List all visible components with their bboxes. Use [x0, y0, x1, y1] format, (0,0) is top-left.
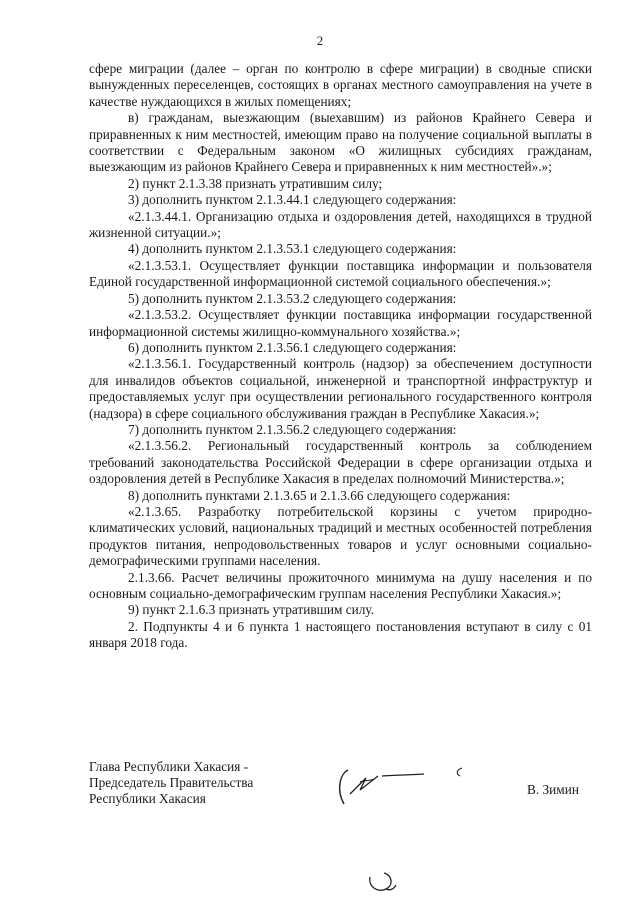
- paragraph: 2.1.3.66. Расчет величины прожиточного минимума на душу населения и по основным социально-демографическим группам населения Республики Хакасия.»;: [89, 569, 592, 601]
- document-body: [89, 61, 592, 652]
- paragraph: 5) дополнить пунктом 2.1.3.53.2 следующего содержания:: [128, 290, 457, 306]
- paragraph: «2.1.3.56.1. Государственный контроль (надзор) за обеспечением доступности для инвалидов объектов социальной, инженерной и транспортной инфраструктур и предоставляемых услуг при осуществлении регионального государственного контроля (надзора) в сфере социального обслуживания граждан в Республике Хакасия.»;: [89, 356, 592, 421]
- handwritten-mark: [364, 865, 404, 895]
- paragraph: 2) пункт 2.1.3.38 признать утратившим силу;: [128, 175, 383, 191]
- signer-title-line: Глава Республики Хакасия -: [89, 759, 249, 774]
- paragraph: 2. Подпункты 4 и 6 пункта 1 настоящего постановления вступают в силу с 01 января 2018 года.: [89, 618, 592, 651]
- paragraph: 6) дополнить пунктом 2.1.3.56.1 следующего содержания:: [128, 339, 457, 355]
- page-number: 2: [316, 33, 324, 48]
- signer-name: В. Зимин: [527, 782, 579, 797]
- paragraph: «2.1.3.44.1. Организацию отдыха и оздоровления детей, находящихся в трудной жизненной ситуации.»;: [89, 208, 592, 241]
- paragraph: «2.1.3.53.2. Осуществляет функции поставщика информации государственной информационной системы жилищно-коммунального хозяйства.»;: [89, 307, 592, 339]
- handwritten-signature: [330, 760, 480, 810]
- paragraph: «2.1.3.56.2. Региональный государственный контроль за соблюдением требований законодательства Российской Федерации в сфере организации отдыха и оздоровления детей в Республике Хакасия в пределах полномочий Министерства.»;: [89, 438, 592, 487]
- paragraph: «2.1.3.65. Разработку потребительской корзины с учетом природно-климатических условий, национальных традиций и местных особенностей потребления продуктов питания, непродовольственных товаров и услуг основными социально-демографическими группами населения.: [89, 503, 592, 569]
- paragraph: 4) дополнить пунктом 2.1.3.53.1 следующего содержания:: [128, 241, 457, 257]
- paragraph: в) гражданам, выезжающим (выехавшим) из районов Крайнего Севера и приравненных к ним местностей, имеющим право на получение социальной выплаты в соответствии с Федеральным законом «О жилищных субсидиях гражданам, выезжающим из районов Крайнего Севера и приравненных к ним местностей».»;: [89, 110, 592, 175]
- paragraph: 8) дополнить пунктами 2.1.3.65 и 2.1.3.66 следующего содержания:: [128, 487, 511, 503]
- paragraph: 7) дополнить пунктом 2.1.3.56.2 следующего содержания:: [128, 421, 457, 437]
- paragraph: «2.1.3.53.1. Осуществляет функции поставщика информации и пользователя Единой государственной информационной системой социального обеспечения.»;: [89, 257, 592, 290]
- paragraph: сфере миграции (далее – орган по контролю в сфере миграции) в сводные списки вынужденных переселенцев, состоящих в органах местного самоуправления на учете в качестве нуждающихся в жилых помещениях;: [89, 61, 592, 109]
- signature-block-title: [89, 759, 253, 807]
- signer-title-line: Республики Хакасия: [89, 791, 206, 806]
- signer-title-line: Председатель Правительства: [89, 775, 254, 790]
- paragraph: 3) дополнить пунктом 2.1.3.44.1 следующего содержания:: [128, 192, 457, 208]
- paragraph: 9) пункт 2.1.6.3 признать утратившим силу.: [128, 602, 375, 618]
